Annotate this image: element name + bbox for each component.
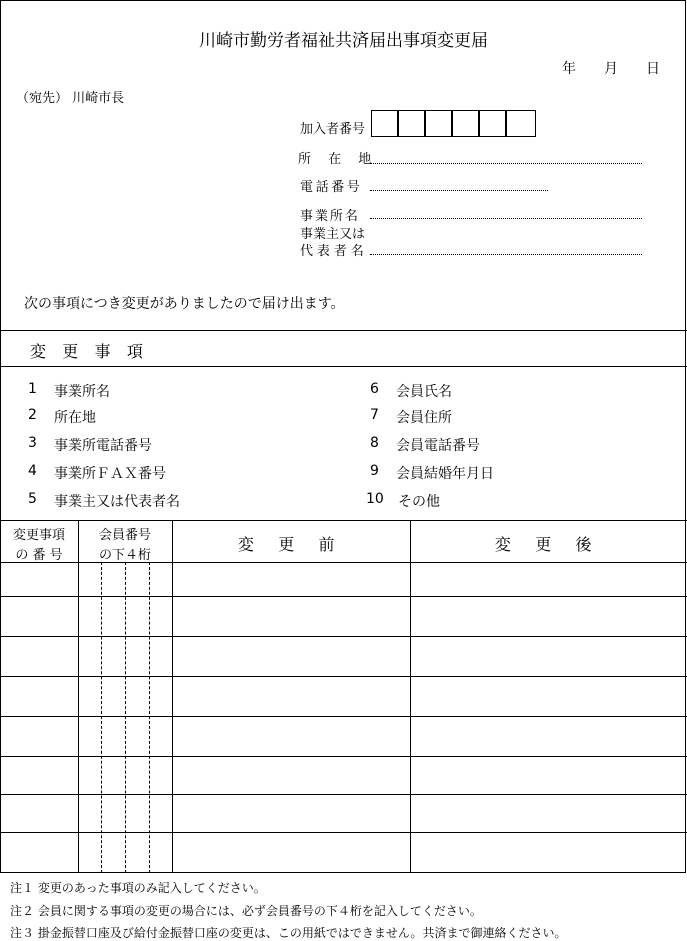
col-header-member-digits: 会員番号 — [98, 528, 151, 543]
table-row-border — [0, 716, 687, 717]
col-header-item-number: 変更事項 — [12, 528, 65, 543]
table-row-border — [0, 636, 687, 637]
item-number: 5 — [28, 491, 37, 507]
item-label: 事業所ＦＡＸ番号 — [54, 466, 166, 482]
addressee: （宛先） 川崎市長 — [16, 91, 125, 106]
table-row-border — [0, 832, 687, 833]
divider — [0, 366, 687, 367]
phone-label: 電話番号 — [300, 180, 363, 195]
item-number: 10 — [366, 491, 384, 507]
member-number-box[interactable] — [452, 110, 479, 137]
table-col-border — [172, 520, 173, 873]
member-number-label: 加入者番号 — [300, 122, 366, 137]
date-year: 年 — [562, 61, 576, 77]
digit-divider — [101, 562, 102, 873]
item-number: 1 — [28, 381, 37, 397]
member-number-box[interactable] — [425, 110, 452, 137]
phone-field[interactable] — [370, 190, 548, 191]
business-name-label: 事業所名 — [300, 209, 360, 224]
item-number: 4 — [28, 463, 37, 479]
item-number: 8 — [370, 435, 379, 451]
item-label: 会員電話番号 — [396, 438, 480, 454]
member-number-box[interactable] — [398, 110, 425, 137]
member-number-box[interactable] — [479, 110, 506, 137]
location-field[interactable] — [370, 163, 642, 164]
col-header-before: 変 更 前 — [237, 535, 345, 554]
table-row-border — [0, 676, 687, 677]
note-3: 注３ 掛金振替口座及び給付金振替口座の変更は、この用紙ではできません。共済まで御連絡ください。 — [10, 926, 567, 940]
table-col-border — [78, 520, 79, 873]
item-number: 2 — [28, 407, 37, 423]
item-label: 事業所電話番号 — [54, 438, 152, 454]
item-number: 7 — [370, 407, 379, 423]
location-label: 所 在 地 — [298, 152, 378, 167]
item-label: 所在地 — [54, 410, 96, 426]
owner-label-line1: 事業主又は — [300, 227, 366, 242]
item-label: その他 — [398, 494, 440, 510]
item-number: 3 — [28, 435, 37, 451]
table-top-border — [0, 520, 687, 521]
table-row-border — [0, 756, 687, 757]
digit-divider — [125, 562, 126, 873]
item-label: 事業主又は代表者名 — [54, 494, 180, 510]
form-title: 川崎市勤労者福祉共済届出事項変更届 — [199, 31, 488, 51]
item-label: 会員住所 — [396, 410, 452, 426]
statement: 次の事項につき変更がありましたので届け出ます。 — [24, 296, 345, 312]
owner-label-line2: 代表者名 — [300, 244, 368, 259]
change-items-heading: 変 更 事 項 — [30, 342, 149, 361]
owner-name-field[interactable] — [370, 254, 642, 255]
digit-divider — [149, 562, 150, 873]
table-row-border — [0, 596, 687, 597]
table-col-border — [410, 520, 411, 873]
date-month: 月 — [604, 61, 618, 77]
member-number-box[interactable] — [371, 110, 398, 137]
business-name-field[interactable] — [370, 218, 642, 219]
table-row-border — [0, 562, 687, 563]
item-label: 事業所名 — [54, 384, 110, 400]
col-header-after: 変 更 後 — [494, 535, 602, 554]
item-label: 会員結婚年月日 — [396, 466, 494, 482]
col-header-member-digits-2: の下４桁 — [98, 548, 151, 563]
table-row-border — [0, 794, 687, 795]
member-number-box[interactable] — [506, 110, 536, 137]
date-day: 日 — [646, 61, 660, 77]
divider — [0, 330, 687, 331]
item-number: 9 — [370, 463, 379, 479]
note-1: 注１ 変更のあった事項のみ記入してください。 — [10, 881, 266, 895]
item-label: 会員氏名 — [396, 384, 452, 400]
col-header-item-number-2: の 番 号 — [15, 548, 63, 563]
note-2: 注２ 会員に関する事項の変更の場合には、必ず会員番号の下４桁を記入してください。 — [10, 904, 482, 918]
item-number: 6 — [370, 381, 379, 397]
